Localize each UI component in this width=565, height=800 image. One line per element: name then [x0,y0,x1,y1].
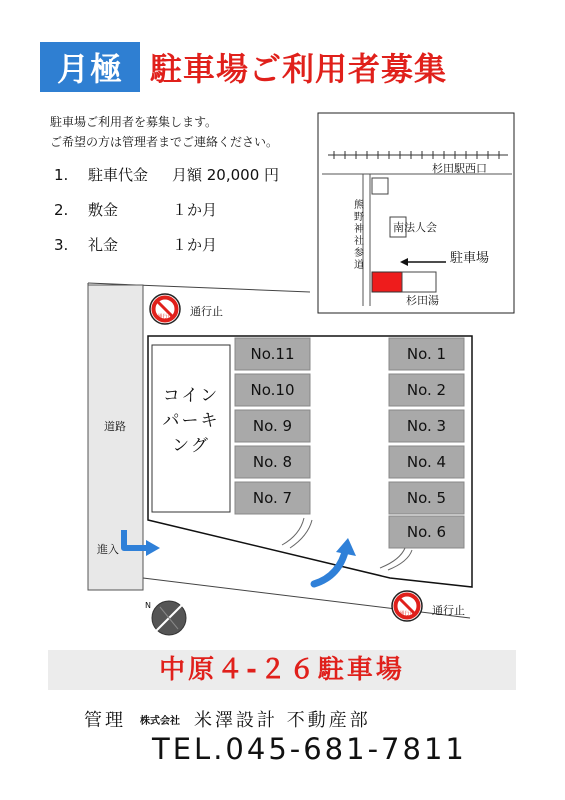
stall-label-4: No. 4 [406,453,447,471]
term-value: 月額 20,000 円 [172,166,280,184]
entrance-arrowhead [146,540,160,556]
entrance-label: 進入 [97,543,119,556]
inset-parking-marker [372,272,402,292]
monthly-badge: 月極 [40,42,140,92]
inset-bath-building [402,272,436,292]
term-label: 礼金 [88,236,119,254]
stall-label-1: No. 1 [406,345,447,363]
coin-parking-label: コイン パーキ ング [162,386,220,456]
stall-label-8: No. 8 [252,453,293,471]
north-compass-icon [152,601,186,635]
term-label: 敷金 [88,201,119,219]
stall-label-7: No. 7 [252,489,293,507]
management-label: 管理 [84,710,126,731]
stall-label-10: No.10 [250,381,295,399]
stall-label-6: No. 6 [406,523,447,541]
facility-name: 中原４-２６駐車場 [159,655,405,685]
term-number: 2. [54,201,69,219]
sign-text-top: 通行止 [157,314,173,320]
company-name: 米澤設計 不動産部 [194,710,371,731]
sign-text-bottom: 通行止 [399,611,415,617]
inset-building [372,178,388,194]
company-label: 南法人会 [393,221,437,234]
bath-label: 杉田湯 [406,294,439,307]
road-label: 道路 [104,420,126,433]
station-label: 杉田駅西口 [432,162,487,175]
stall-label-9: No. 9 [252,417,293,435]
no-entry-label-top: 通行止 [190,305,223,318]
management-line [84,706,371,732]
term-number: 3. [54,236,69,254]
stall-label-11: No.11 [250,345,295,363]
term-value: １か月 [172,201,218,219]
company-type: 株式会社 [140,715,180,727]
north-label: N [145,601,151,610]
term-number: 1. [54,166,69,184]
intro-line-1: 駐車場ご利用者を募集します。 [50,115,218,129]
page-title: 駐車場ご利用者募集 [150,50,448,88]
inset-parking-label: 駐車場 [450,251,490,266]
intro-line-2: ご希望の方は管理者までご連絡ください。 [50,135,279,149]
term-value: １か月 [172,236,218,254]
stall-label-3: No. 3 [406,417,447,435]
stall-label-2: No. 2 [406,381,447,399]
telephone-number: TEL.045-681-7811 [152,732,467,766]
stall-label-5: No. 5 [406,489,447,507]
inset-map [318,113,514,313]
term-label: 駐車代金 [88,166,149,184]
shrine-path-label: 熊 野 神 社 参 道 [354,200,364,271]
no-entry-label-bottom: 通行止 [432,604,465,617]
